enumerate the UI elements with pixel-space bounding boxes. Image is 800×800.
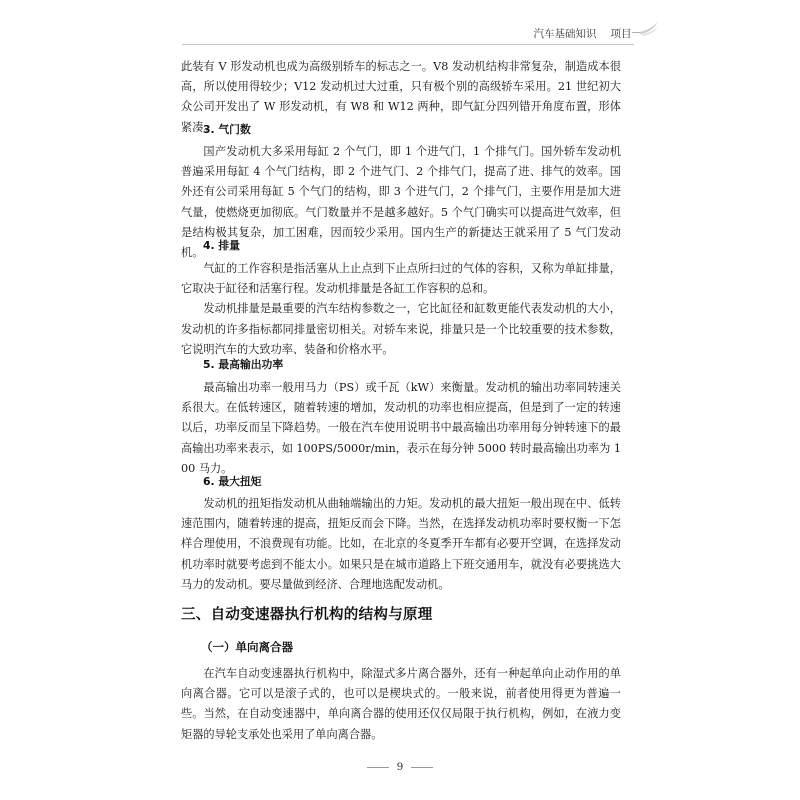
section-max-power-body [181,378,621,479]
page-footer [0,761,800,773]
section-title: 5. 最高输出功率 [203,358,284,371]
section-title: 4. 排量 [203,239,240,252]
paragraph: 发动机的扭矩指发动机从曲轴端输出的力矩。发动机的最大扭矩一般出现在中、低转速范围内，随着转速的提高，扭矩反而会下降。当然，在选择发动机功率时要权衡一下怎样合理使用，不浪费现有功能。比如，在北京的冬夏季开车都有必要开空调，在选择发动机功率时就要考虑到不能太小。如果只是在城市道路上下班交通用车，就没有必要挑选大马力的发动机。要尽量做到经济、合理地选配发动机。 [181,497,621,591]
section-valves [181,120,621,140]
paragraph: 在汽车自动变速器执行机构中，除湿式多片离合器外，还有一种起单向止动作用的单向离合器。它可以是滚子式的，也可以是楔块式的。一般来说，前者使用得更为普遍一些。当然，在自动变速器中，单向离合器的使用还仅仅局限于执行机构，例如，在液力变矩器的导轮支承处也采用了单向离合器。 [181,667,621,741]
chapter-title: 三、自动变速器执行机构的结构与原理 [181,607,433,623]
section-displacement-body [181,259,621,360]
chapter-heading-block [181,604,621,626]
header-divider [182,44,634,45]
section-max-power [181,355,621,375]
section-title: 6. 最大扭矩 [203,475,262,488]
section-displacement [181,236,621,256]
footer-rule-left [367,767,389,768]
paragraph: 气缸的工作容积是指活塞从上止点到下止点所扫过的气体的容积，又称为单缸排量，它取决于缸径和活塞行程。发动机排量是各缸工作容积的总和。 [181,262,621,296]
one-way-clutch-body [181,664,621,745]
section-max-torque-body [181,494,621,595]
subsection-title: （一）单向离合器 [201,640,293,654]
section-title: 3. 气门数 [203,123,251,136]
page-number: 9 [396,761,404,773]
book-title: 汽车基础知识 [533,28,597,40]
project-label: 项目一 [610,28,642,40]
intro-paragraph: 此装有 V 形发动机也成为高级别轿车的标志之一。V8 发动机结构非常复杂，制造成本很高，所以使用得较少；V12 发动机过大过重，只有极个别的高级轿车采用。21 世纪初大众公司开发出了 W 形发动机，有 W8 和 W12 两种，即气缸分四列错开角度布置，形体紧凑。 [181,60,621,134]
paragraph: 发动机排量是最重要的汽车结构参数之一，它比缸径和缸数更能代表发动机的大小，发动机的许多指标都同排量密切相关。对轿车来说，排量只是一个比较重要的技术参数，它说明汽车的大致功率、装备和价格水平。 [181,302,621,356]
section-max-torque [181,472,621,492]
running-header [534,26,643,41]
subsection-heading-block [181,637,621,657]
paragraph: 国产发动机大多采用每缸 2 个气门，即 1 个进气门，1 个排气门。国外轿车发动机普遍采用每缸 4 个气门结构，即 2 个进气门、2 个排气门，提高了进、排气的效率。国外还有公司采用每缸 5 个气门的结构，即 3 个进气门，2 个排气门，主要作用是加大进气量，使燃烧更加彻底。气门数量并不是越多越好。5 个气门确实可以提高进气效率，但是结构极其复杂，加工困难，因而较少采用。国内生产的新捷达王就采用了 5 气门发动机。 [181,145,621,260]
paragraph: 最高输出功率一般用马力（PS）或千瓦（kW）来衡量。发动机的输出功率同转速关系很大。在低转速区，随着转速的增加，发动机的功率也相应提高，但是到了一定的转速以后，功率反而呈下降趋势。一般在汽车使用说明书中最高输出功率用每分钟转速下的最高输出功率来表示，如 100PS/5000r/min，表示在每分钟 5000 转时最高输出功率为 100 马力。 [181,381,621,475]
leaf-swoosh-icon [638,20,660,38]
footer-rule-right [411,767,433,768]
